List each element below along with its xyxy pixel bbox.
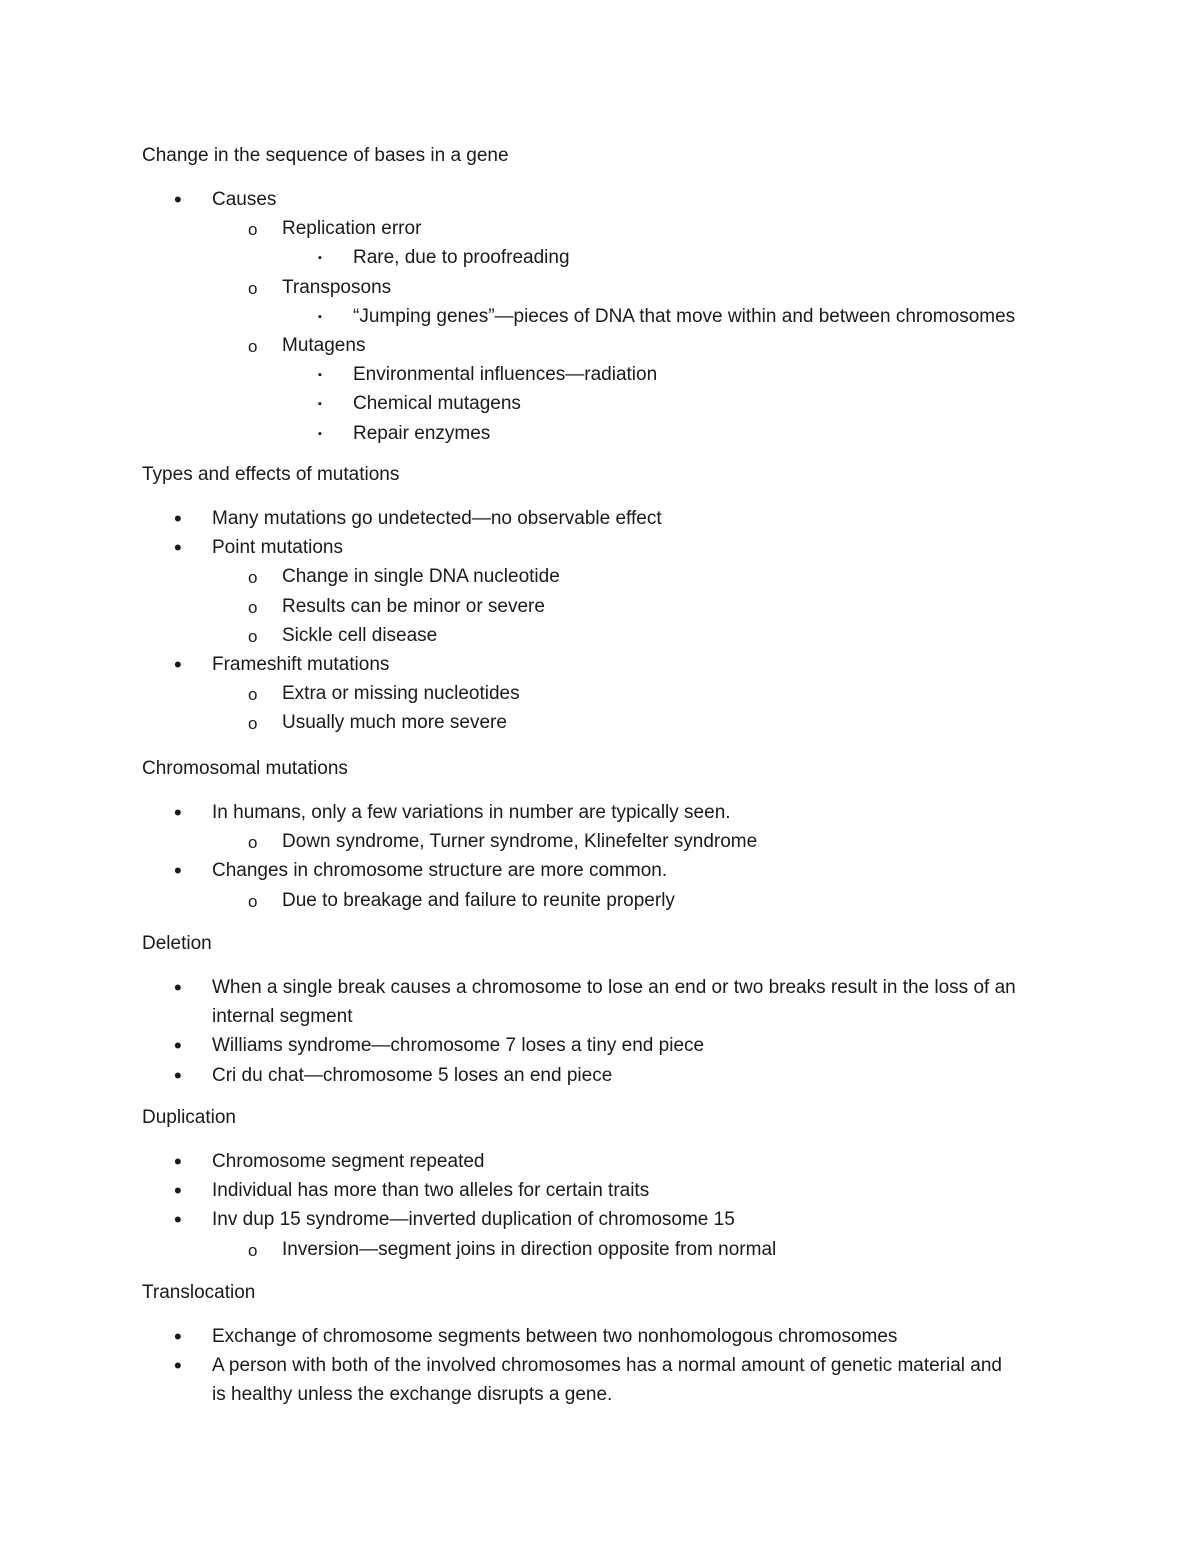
bullet-item: Point mutations — [212, 537, 343, 558]
section-heading: Duplication — [142, 1107, 236, 1128]
bullet-icon: • — [174, 975, 182, 1000]
circle-bullet-icon: o — [248, 892, 258, 911]
sub-item: Due to breakage and failure to reunite properly — [282, 890, 675, 911]
section-heading: Chromosomal mutations — [142, 758, 348, 779]
circle-bullet-icon: o — [248, 598, 258, 617]
bullet-item: In humans, only a few variations in number are typically seen. — [212, 802, 731, 823]
sub-sub-item: Chemical mutagens — [353, 393, 521, 414]
square-bullet-icon: ▪ — [318, 369, 322, 381]
bullet-icon: • — [174, 187, 182, 212]
bullet-item: Chromosome segment repeated — [212, 1151, 485, 1172]
circle-bullet-icon: o — [248, 568, 258, 587]
section-heading: Change in the sequence of bases in a gene — [142, 145, 509, 166]
sub-item: Sickle cell disease — [282, 625, 438, 646]
sub-item: Mutagens — [282, 335, 366, 356]
bullet-item-continuation: is healthy unless the exchange disrupts a gene. — [212, 1384, 613, 1405]
square-bullet-icon: ▪ — [318, 398, 322, 410]
bullet-icon: • — [174, 652, 182, 677]
bullet-item: Causes — [212, 189, 277, 210]
bullet-icon: • — [174, 1324, 182, 1349]
circle-bullet-icon: o — [248, 627, 258, 646]
circle-bullet-icon: o — [248, 279, 258, 298]
circle-bullet-icon: o — [248, 833, 258, 852]
bullet-item: Inv dup 15 syndrome—inverted duplication of chromosome 15 — [212, 1209, 735, 1230]
bullet-icon: • — [174, 535, 182, 560]
sub-sub-item: Environmental influences—radiation — [353, 364, 658, 385]
bullet-item: Frameshift mutations — [212, 654, 390, 675]
bullet-icon: • — [174, 1149, 182, 1174]
circle-bullet-icon: o — [248, 714, 258, 733]
sub-item: Transposons — [282, 277, 392, 298]
bullet-icon: • — [174, 506, 182, 531]
section-heading: Translocation — [142, 1282, 256, 1303]
bullet-item: Cri du chat—chromosome 5 loses an end piece — [212, 1065, 613, 1086]
circle-bullet-icon: o — [248, 1241, 258, 1260]
sub-item: Extra or missing nucleotides — [282, 683, 520, 704]
circle-bullet-icon: o — [248, 337, 258, 356]
sub-item: Down syndrome, Turner syndrome, Klinefelter syndrome — [282, 831, 758, 852]
square-bullet-icon: ▪ — [318, 311, 322, 323]
bullet-item-continuation: internal segment — [212, 1006, 353, 1027]
sub-sub-item: Rare, due to proofreading — [353, 247, 570, 268]
bullet-icon: • — [174, 1353, 182, 1378]
sub-sub-item: Repair enzymes — [353, 423, 491, 444]
bullet-item: Changes in chromosome structure are more common. — [212, 860, 668, 881]
section-heading: Types and effects of mutations — [142, 464, 400, 485]
bullet-item: When a single break causes a chromosome to lose an end or two breaks result in the loss of an — [212, 977, 1016, 998]
square-bullet-icon: ▪ — [318, 252, 322, 264]
bullet-icon: • — [174, 1063, 182, 1088]
bullet-item: A person with both of the involved chromosomes has a normal amount of genetic material and — [212, 1355, 1002, 1376]
bullet-icon: • — [174, 858, 182, 883]
bullet-item: Williams syndrome—chromosome 7 loses a tiny end piece — [212, 1035, 705, 1056]
sub-item: Inversion—segment joins in direction opposite from normal — [282, 1239, 777, 1260]
sub-item: Usually much more severe — [282, 712, 507, 733]
circle-bullet-icon: o — [248, 220, 258, 239]
circle-bullet-icon: o — [248, 685, 258, 704]
bullet-icon: • — [174, 1207, 182, 1232]
sub-item: Results can be minor or severe — [282, 596, 545, 617]
bullet-icon: • — [174, 1178, 182, 1203]
section-heading: Deletion — [142, 933, 212, 954]
bullet-item: Many mutations go undetected—no observable effect — [212, 508, 662, 529]
bullet-icon: • — [174, 1033, 182, 1058]
sub-item: Replication error — [282, 218, 422, 239]
sub-item: Change in single DNA nucleotide — [282, 566, 560, 587]
bullet-item: Individual has more than two alleles for certain traits — [212, 1180, 650, 1201]
sub-sub-item: “Jumping genes”—pieces of DNA that move within and between chromosomes — [353, 306, 1016, 327]
bullet-icon: • — [174, 800, 182, 825]
square-bullet-icon: ▪ — [318, 428, 322, 440]
bullet-item: Exchange of chromosome segments between two nonhomologous chromosomes — [212, 1326, 898, 1347]
